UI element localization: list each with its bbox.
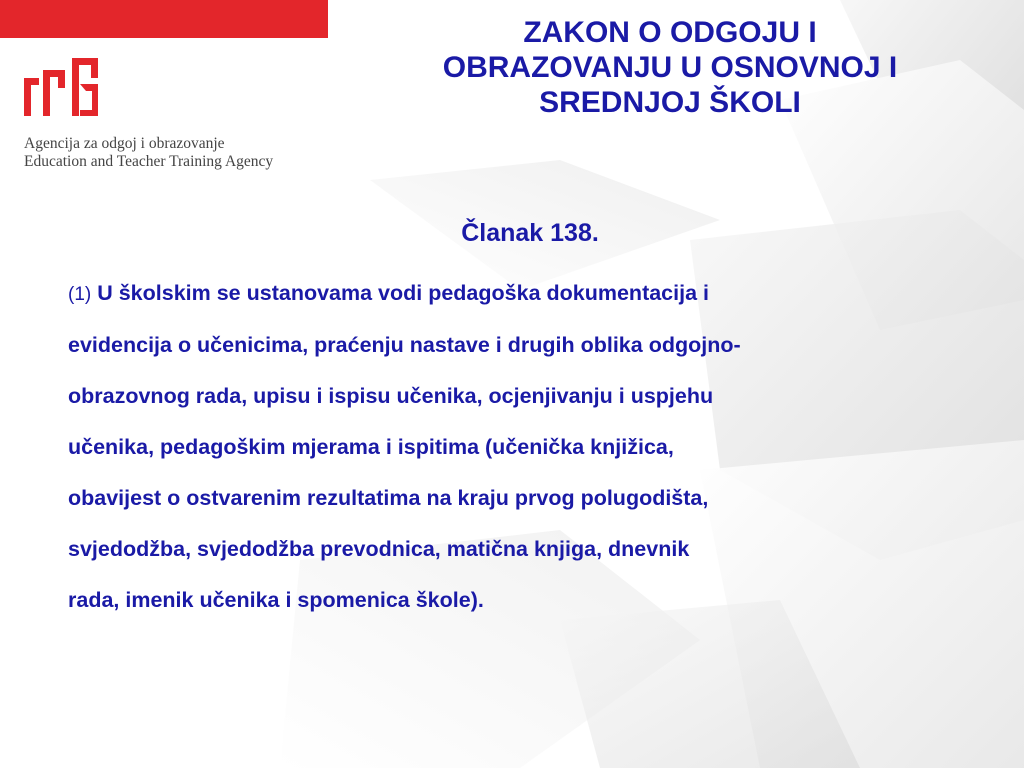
paragraph-line: učenika, pedagoškim mjerama i ispitima (učenička knjižica,: [68, 435, 674, 459]
slide-title-line: SREDNJOJ ŠKOLI: [539, 86, 801, 119]
agency-name-croatian: Agencija za odgoj i obrazovanje: [24, 135, 225, 152]
article-paragraph: [68, 268, 1003, 626]
agency-name-english: Education and Teacher Training Agency: [24, 153, 274, 170]
paragraph-line: obrazovnog rada, upisu i ispisu učenika, ocjenjivanju i uspjehu: [68, 384, 714, 408]
slide-title: [350, 15, 990, 120]
paragraph-line: U školskim se ustanovama vodi pedagoška dokumentacija i: [97, 281, 709, 305]
agency-logo-icon: [24, 58, 104, 116]
paragraph-number: (1): [68, 284, 92, 305]
slide-title-line: OBRAZOVANJU U OSNOVNOJ I: [442, 51, 898, 84]
paragraph-line: rada, imenik učenika i spomenica škole).: [68, 588, 484, 612]
brand-bar: [0, 0, 328, 38]
paragraph-line: svjedodžba, svjedodžba prevodnica, matična knjiga, dnevnik: [68, 537, 690, 561]
slide-title-line: ZAKON O ODGOJU I: [523, 16, 817, 49]
paragraph-line: obavijest o ostvarenim rezultatima na kraju prvog polugodišta,: [68, 486, 709, 510]
paragraph-line: evidencija o učenicima, praćenju nastave i drugih oblika odgojno-: [68, 333, 741, 357]
article-heading: Članak 138.: [461, 219, 599, 247]
